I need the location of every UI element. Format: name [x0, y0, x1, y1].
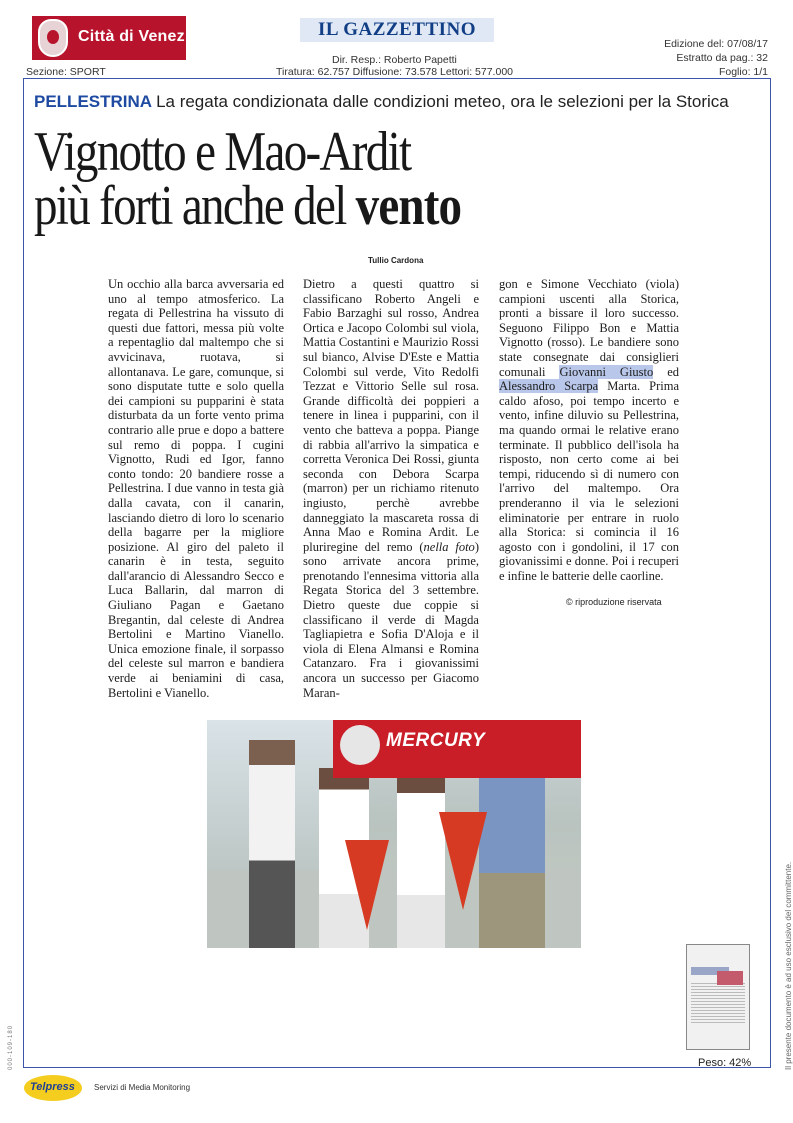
kicker-place: PELLESTRINA — [34, 92, 153, 111]
column-2-text-b: ) sono arrivate ancora prime, prenotando l'ennesima vittoria alla Regata Storica del 3 settembre. Dietro queste due coppie si classificano il verde di Magda Tagliapietra e Sofia D'Aloja e il viola di Elena Almansi e Romina Catanzaro. Fra i giovanissimi ancora un successo per Giacomo Maran- — [303, 539, 479, 700]
circulation: Tiratura: 62.757 Diffusione: 73.578 Lettori: 577.000 — [276, 66, 513, 78]
kicker — [34, 92, 729, 112]
kicker-text: La regata condizionata dalle condizioni meteo, ora le selezioni per la Storica — [156, 92, 729, 111]
sponsor-banner-text: MERCURY — [386, 730, 486, 751]
red-flag-2 — [439, 812, 487, 910]
column-2-italic: nella foto — [423, 539, 475, 554]
copyright: © riproduzione riservata — [566, 597, 662, 607]
document-code: 000-109-180 — [8, 1024, 14, 1070]
telpress-logo-text: Telpress — [30, 1081, 75, 1093]
article-column-1: Un occhio alla barca avversaria ed uno al tempo atmosferico. La regata di Pellestrina ha vissuto di questi due fattori, messa più volte a repentaglio dal maltempo che si avvicinava, ruotava, si allontanava. Le gare, comunque, si sono disputate tutte e solo quella dei campioni su pupparini è stata disturbata da un forte vento prima contrario alle prue e dopo a battere sul remo di poppa. I cugini Vignotto, Rudi ed Igor, fanno conto tondo: 20 bandiere rosse a Pellestrina. I due vanno in testa già dalla cavata, con il canarin, lasciando dietro di loro lo scenario della bagarre per la migliore posizione. Al giro del paleto il canarin è in testa, seguito dall'arancio di Alessandro Secco e Luca Ballarin, dal marron di Giuliano Pagan e Gaetano Bregantin, dal celeste di Andrea Bertolini e Martino Vianello. Unica emozione finale, il sorpasso del celeste sul marron e bandiera verde ai beniamini di casa, Bertolini e Vianello. — [108, 277, 284, 700]
column-3-text-a: gon e Simone Vecchiato (viola) campioni uscenti alla Storica, pronti a bissare il loro successo. Seguono Filippo Bon e Mattia Vignotto (rosso). Le bandiere sono state consegnate dai consiglieri comunali — [499, 277, 679, 379]
mercury-logo-icon — [340, 725, 380, 765]
page-thumbnail — [686, 944, 750, 1050]
headline — [34, 121, 462, 237]
byline: Tullio Cardona — [368, 256, 424, 265]
city-logo-text: Città di Venezia — [78, 28, 199, 45]
article-column-3 — [499, 277, 679, 583]
column-2-text-a: Dietro a questi quattro si classificano Roberto Angeli e Fabio Barzaghi sul rosso, Andrea Ortica e Jacopo Colombi sul viola, Mattia Costantini e Maurizio Rossi sul bianco, Alvise D'Este e Mattia Colombi sul verde, Vito Redolfi Tezzat e Vittorio Selle sul rosa. Grande difficoltà dei poppieri a tenere in linea i pupparini, con il vento che batteva a poppa. Piange di rabbia all'arrivo la simpatica e corretta Veronica Dei Rossi, giunta seconda con Debora Scarpa (marron) per un richiamo ritenuto ingiusto, perchè avrebbe danneggiato la mascareta rossa di Anna Mao e Romina Ardit. Le pluriregine del remo ( — [303, 277, 479, 554]
vertical-note: Il presente documento è ad uso esclusivo del committente. — [784, 861, 793, 1070]
headline-line-2 — [34, 175, 462, 237]
photo-person-3 — [397, 772, 445, 948]
highlight-name-1: Giovanni Giusto — [559, 364, 654, 379]
coat-of-arms-icon — [38, 19, 68, 57]
article-column-2 — [303, 277, 479, 700]
director: Dir. Resp.: Roberto Papetti — [332, 54, 457, 66]
photo-person-1 — [249, 740, 295, 948]
newspaper-name: IL GAZZETTINO — [300, 18, 494, 42]
edition-date: Edizione del: 07/08/17 — [664, 38, 768, 50]
headline-line-2-text: più forti anche del — [34, 175, 356, 237]
section: Sezione: SPORT — [26, 66, 106, 78]
weight: Peso: 42% — [698, 1057, 752, 1069]
photo-person-4 — [479, 750, 545, 948]
thumbnail-photo — [717, 971, 743, 985]
service-label: Servizi di Media Monitoring — [94, 1083, 191, 1092]
headline-emphasis: vento — [355, 175, 462, 237]
highlight-name-2: Alessandro Scarpa — [499, 379, 599, 394]
red-flag-1 — [345, 840, 389, 930]
column-3-joiner: ed — [653, 364, 679, 379]
sheet: Foglio: 1/1 — [718, 66, 768, 78]
headline-line-1: Vignotto e Mao-Ardit — [34, 121, 411, 183]
thumbnail-text — [691, 983, 745, 1023]
column-3-text-b: Marta. Prima caldo afoso, poi tempo incerto e vento, infine diluvio su Pellestrina, ma quando ormai le relative erano terminate. Il pubblico dell'isola ha risposto, non certo come ai bei tempi, riducendo sì di numero con l'arrivo del maltempo. Ora prenderanno il via le selezioni eliminatorie per entrare in ruolo alla Storica: si comincia il 16 agosto con i gondolini, il 17 con giovanissimi e donne. Poi i recuperi e infine le batterie delle caorline. — [499, 379, 679, 583]
page-extract: Estratto da pag.: 32 — [676, 52, 768, 64]
